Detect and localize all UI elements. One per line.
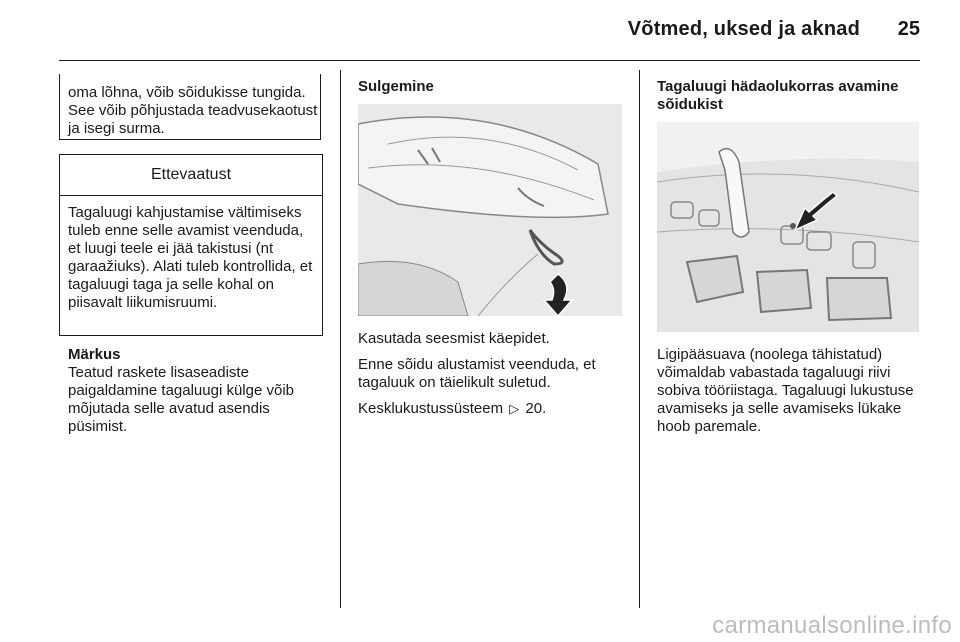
caution-box xyxy=(59,154,323,336)
cross-reference-page: 20. xyxy=(525,400,547,417)
watermark: carmanualsonline.info xyxy=(712,612,952,639)
tailgate-closing-illustration xyxy=(358,104,622,316)
arrow-right-icon: ▷ xyxy=(509,401,520,416)
column-divider-2 xyxy=(639,70,640,608)
column-divider-1 xyxy=(340,70,341,608)
closing-paragraph-1: Kasutada seesmist käepidet. xyxy=(358,330,550,347)
caution-heading: Ettevaatust xyxy=(60,155,322,196)
header-divider xyxy=(59,60,920,61)
warning-box-continued xyxy=(59,74,321,140)
closing-paragraph-2: Enne sõidu alustamist veenduda, et tagaluuk on täielikult suletud. xyxy=(358,356,596,391)
closing-text xyxy=(358,330,628,426)
note-heading: Märkus xyxy=(68,346,121,363)
warning-text: oma lõhna, võib sõidukisse tungida. See võib põhjustada teadvusekaotust ja isegi surma. xyxy=(68,84,318,137)
section-heading-emergency-opening: Tagaluugi hädaolukorras avamine sõidukist xyxy=(657,78,899,113)
section-heading-closing: Sulgemine xyxy=(358,78,434,95)
page-title: Võtmed, uksed ja aknad xyxy=(627,18,860,40)
emergency-opening-text: Ligipääsuava (noolega tähistatud) võimaldab vabastada tagaluugi riivi sobiva tööriistaga. Tagaluugi lukustuse avamiseks ja selle avamiseks lükake hoob paremale. xyxy=(657,346,914,435)
emergency-release-illustration xyxy=(657,122,919,332)
page-number: 25 xyxy=(897,18,920,40)
cross-reference[interactable] xyxy=(358,400,628,418)
note-text: Teatud raskete lisaseadiste paigaldamine tagaluugi külge võib mõjutada selle avatud asendis püsimist. xyxy=(68,364,294,435)
note-section xyxy=(68,346,330,436)
caution-text: Tagaluugi kahjustamise vältimiseks tuleb enne selle avamist veenduda, et luugi teele ei jää takistusi (nt garaažiuks). Alati tuleb kontrollida, et tagaluugi taga ja selle kohal on piisavalt liikumisruumi. xyxy=(68,204,313,311)
cross-reference-label: Kesklukustussüsteem xyxy=(358,400,504,417)
